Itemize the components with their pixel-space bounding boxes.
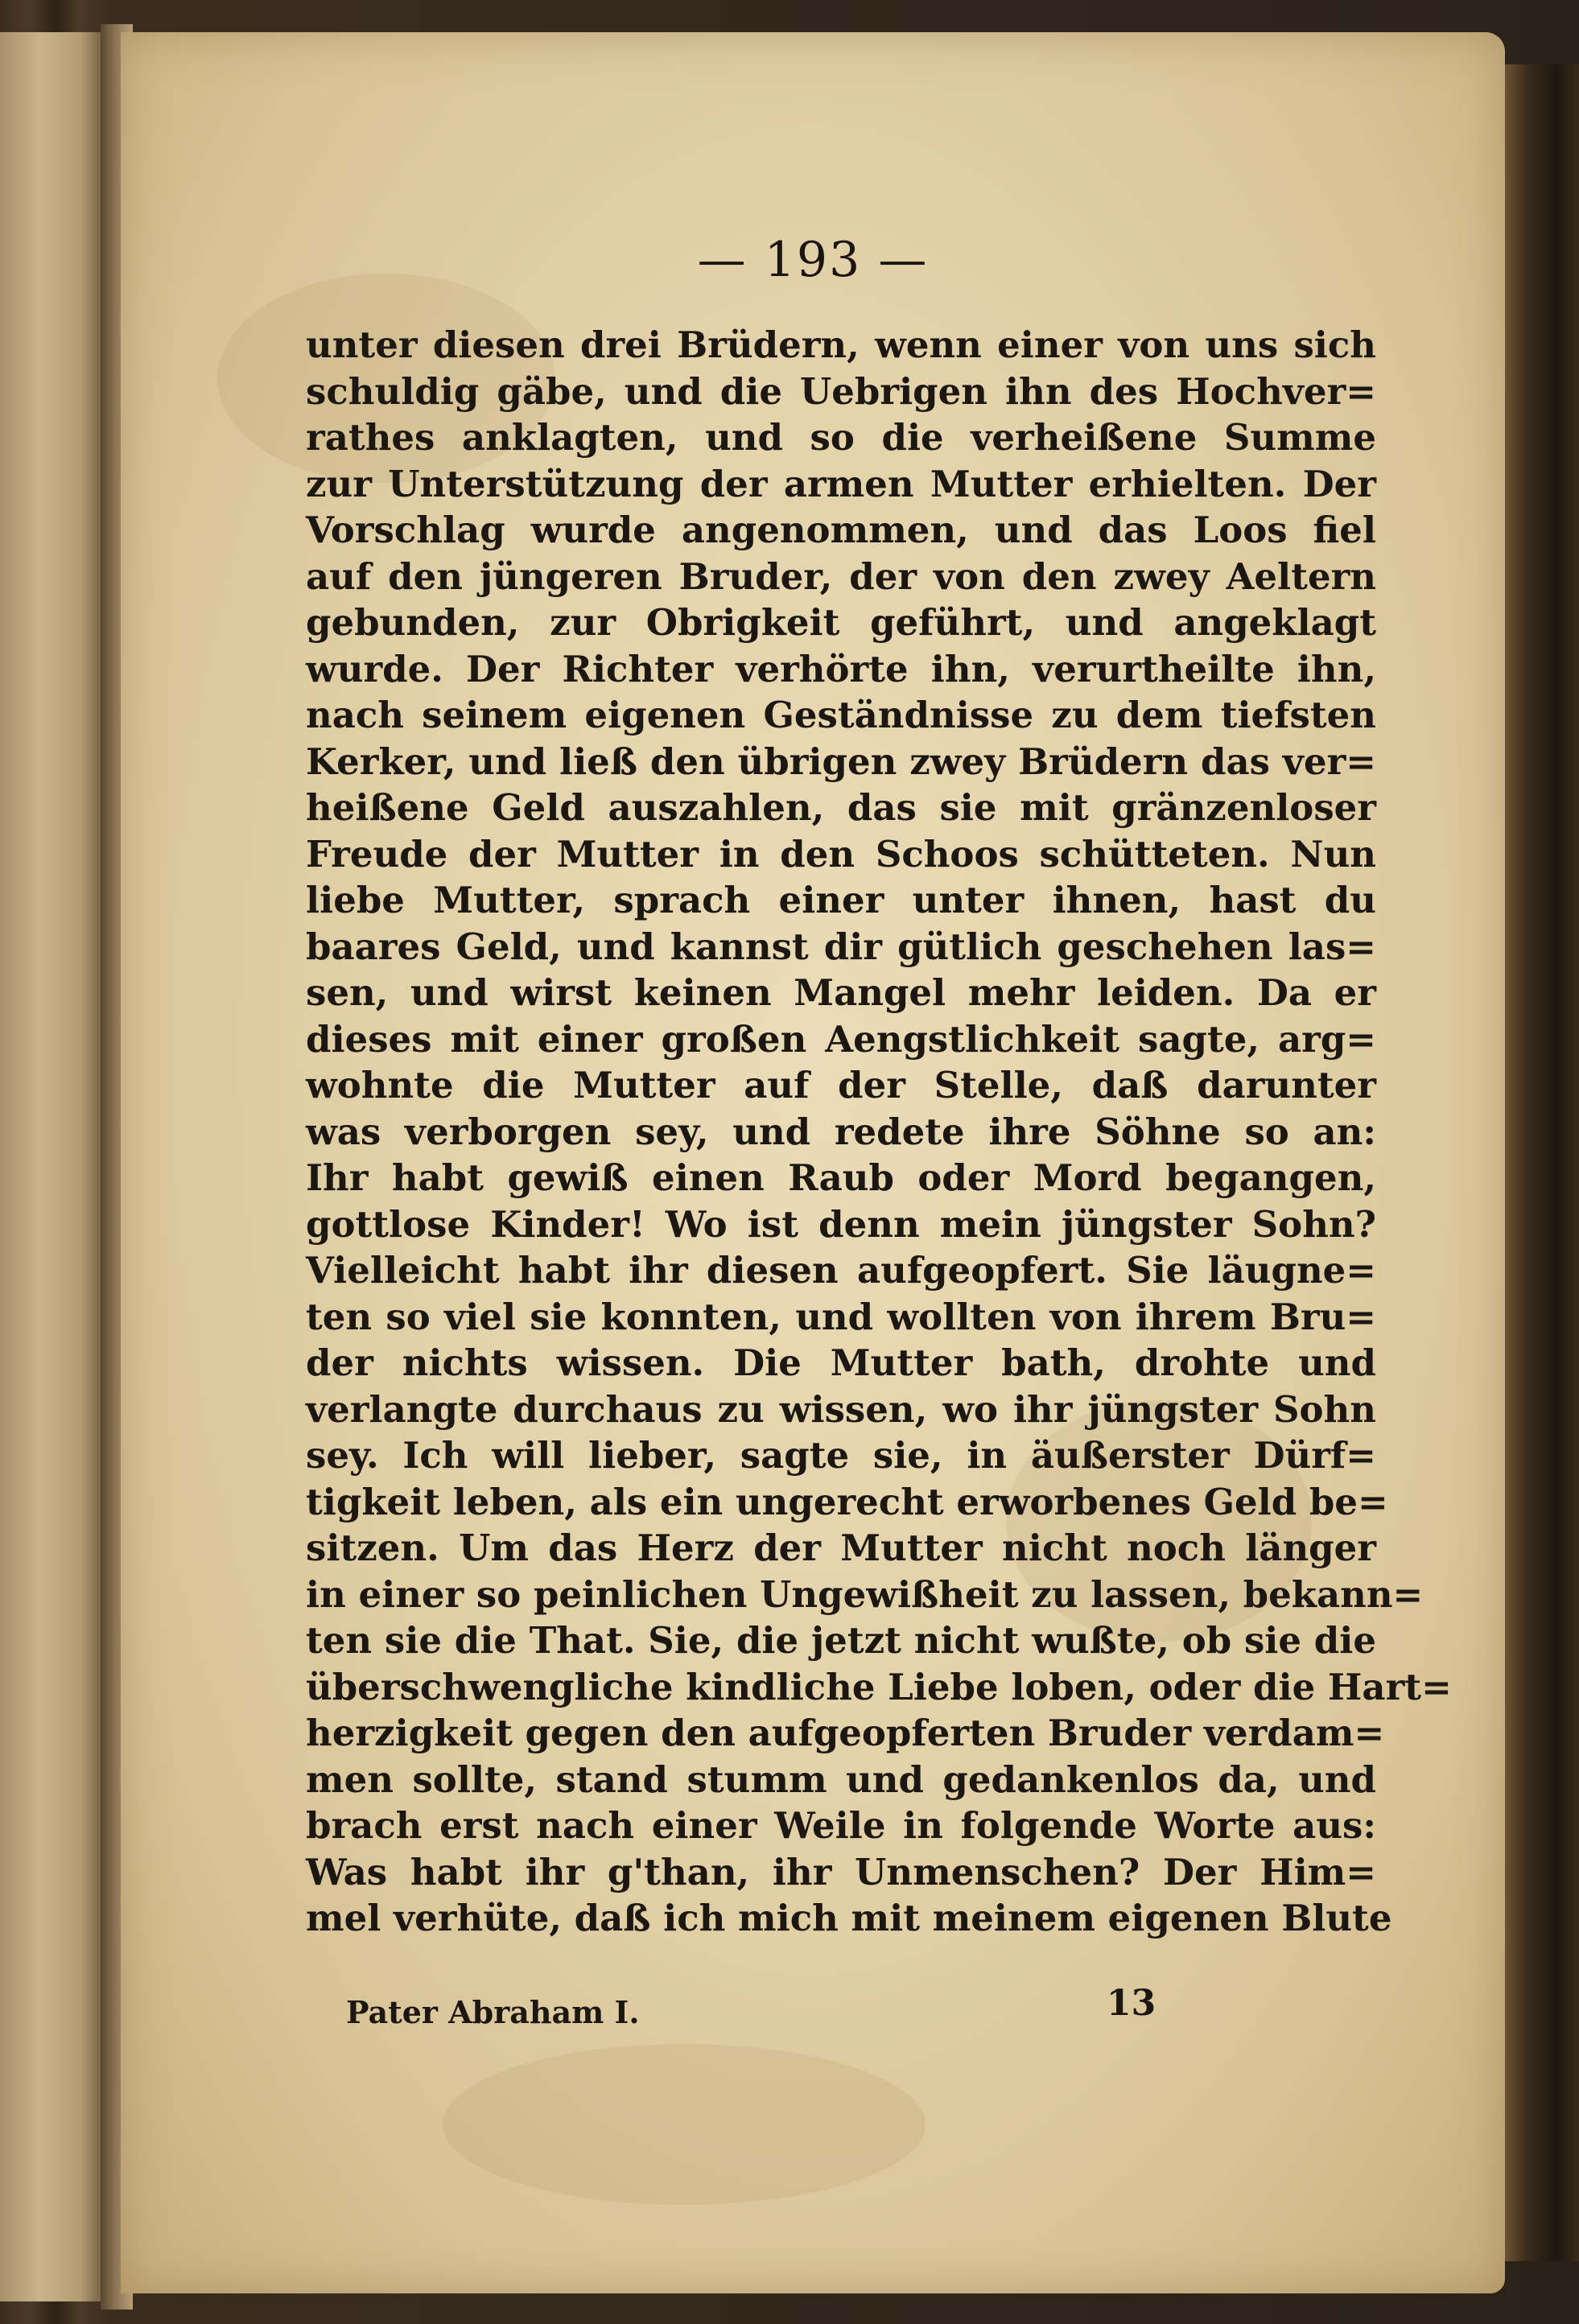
text-line: ten so viel sie konnten, und wollten von ihrem Bru= — [306, 1295, 1376, 1338]
text-line: men sollte, stand stumm und gedankenlos da, und — [306, 1757, 1376, 1801]
text-line: sitzen. Um das Herz der Mutter nicht noch länger — [306, 1527, 1376, 1569]
text-line: Was habt ihr g'than, ihr Unmenschen? Der Him= — [306, 1850, 1376, 1893]
text-line: was verborgen sey, und redete ihre Söhne so an: — [306, 1110, 1376, 1153]
text-line: Freude der Mutter in den Schoos schütteten. Nun — [306, 832, 1376, 876]
text-line: sey. Ich will lieber, sagte sie, in äußerster Dürf= — [306, 1434, 1376, 1477]
text-line: Vielleicht habt ihr diesen aufgeopfert. Sie läugne= — [306, 1249, 1376, 1292]
text-line: unter diesen drei Brüdern, wenn einer von uns sich — [306, 323, 1376, 366]
page-header: — 193 — — [697, 232, 929, 288]
text-line: mel verhüte, daß ich mich mit meinem eigenen Blute — [306, 1897, 1392, 1939]
text-line: der nichts wissen. Die Mutter bath, drohte und — [306, 1341, 1376, 1384]
sheet-number: 13 — [1107, 1983, 1156, 2024]
text-line: sen, und wirst keinen Mangel mehr leiden. Da er — [306, 971, 1376, 1014]
text-line: baares Geld, und kannst dir gütlich geschehen las= — [306, 925, 1376, 968]
text-line: wohnte die Mutter auf der Stelle, daß darunter — [306, 1064, 1376, 1106]
previous-page-edge — [0, 32, 103, 2301]
signature-mark: Pater Abraham I. — [346, 1994, 640, 2030]
text-line: tigkeit leben, als ein ungerecht erworbenes Geld be= — [306, 1480, 1388, 1523]
text-line: rathes anklagten, und so die verheißene Summe — [306, 416, 1376, 459]
text-line: liebe Mutter, sprach einer unter ihnen, hast du — [306, 879, 1376, 921]
text-line: heißene Geld auszahlen, das sie mit gränzenloser — [306, 786, 1376, 829]
text-line: gottlose Kinder! Wo ist denn mein jüngster Sohn? — [306, 1202, 1376, 1246]
page-body-text — [306, 322, 1452, 1942]
paper-stain — [443, 2044, 926, 2205]
text-line: auf den jüngeren Bruder, der von den zwey Aeltern — [306, 554, 1376, 598]
text-line: schuldig gäbe, und die Uebrigen ihn des Hochver= — [306, 369, 1376, 413]
text-line: herzigkeit gegen den aufgeopferten Bruder verdam= — [306, 1712, 1385, 1754]
text-line: ten sie die That. Sie, die jetzt nicht wußte, ob sie die — [306, 1619, 1376, 1662]
book-page — [121, 32, 1505, 2293]
text-line: Ihr habt gewiß einen Raub oder Mord begangen, — [306, 1156, 1376, 1199]
text-line: gebunden, zur Obrigkeit geführt, und angeklagt — [306, 601, 1376, 644]
text-line: überschwengliche kindliche Liebe loben, oder die Hart= — [306, 1665, 1452, 1708]
text-line: Vorschlag wurde angenommen, und das Loos fiel — [306, 509, 1376, 551]
book-cover-edge — [1505, 64, 1579, 2261]
text-line: verlangte durchaus zu wissen, wo ihr jüngster Sohn — [306, 1387, 1376, 1431]
text-line: Kerker, und ließ den übrigen zwey Brüdern das ver= — [306, 740, 1376, 783]
text-line: wurde. Der Richter verhörte ihn, verurtheilte ihn, — [306, 647, 1376, 690]
text-line: brach erst nach einer Weile in folgende Worte aus: — [306, 1804, 1376, 1847]
text-line: in einer so peinlichen Ungewißheit zu lassen, bekann= — [306, 1572, 1424, 1616]
text-line: nach seinem eigenen Geständnisse zu dem tiefsten — [306, 694, 1376, 736]
text-line: zur Unterstützung der armen Mutter erhielten. Der — [306, 462, 1376, 505]
text-line: dieses mit einer großen Aengstlichkeit sagte, arg= — [306, 1017, 1376, 1061]
